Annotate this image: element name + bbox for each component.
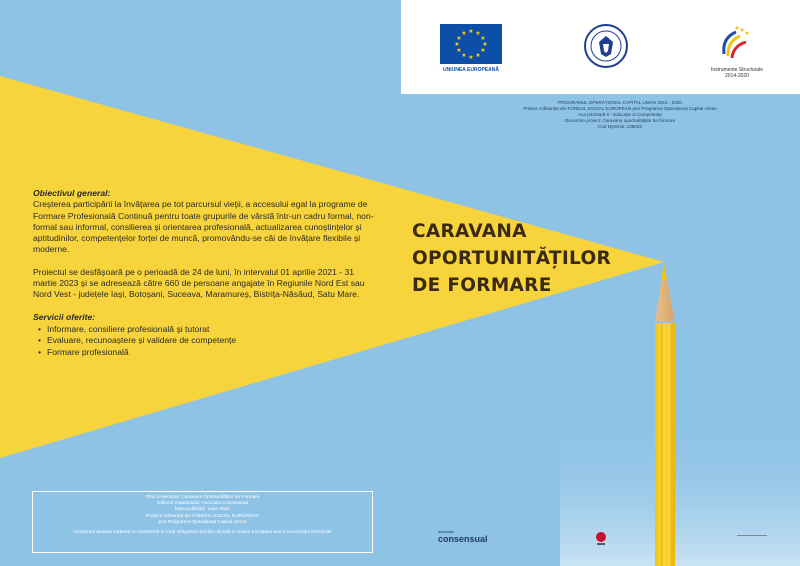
project-info-line: Denumire proiect: Caravana oportunităților de formare — [564, 118, 676, 123]
government-seal-icon — [584, 24, 628, 68]
footer-line: prin Programul Operațional Capital Uman — [158, 519, 247, 525]
title-line2: OPORTUNITĂȚILOR — [412, 248, 612, 269]
svg-text:★: ★ — [468, 54, 474, 61]
svg-text:★: ★ — [475, 52, 481, 59]
footer-disclaimer: Conținutul acestui material nu reprezintă în mod obligatoriu poziția oficială a Uniunii Europene sau a Guvernului României — [73, 530, 332, 536]
services-heading: Servicii oferite: — [33, 311, 96, 322]
svg-text:★: ★ — [461, 52, 467, 59]
service-item: • Formare profesională — [47, 347, 378, 358]
main-title — [412, 218, 662, 299]
svg-text:★: ★ — [475, 30, 481, 37]
project-info-line: Proiect cofinanțat din FONDUL SOCIAL EUROPEAN prin Programul Operațional Capital Uman — [523, 106, 717, 111]
partner-logo-icon — [594, 531, 608, 547]
consensual-logo — [438, 530, 488, 544]
footer-line: Editorul materialului: Asociatia Consensual — [157, 501, 248, 507]
service-item: • Evaluare, recunoaștere și validare de competențe — [47, 335, 378, 346]
logo-strip — [401, 0, 800, 94]
svg-text:★: ★ — [482, 41, 488, 48]
partner-logo-right-icon — [737, 535, 767, 546]
eu-label: UNIUNEA EUROPEANĂ — [443, 67, 499, 73]
project-info-block — [470, 100, 770, 130]
footer-line: Titlul proiectului: Caravana Oportunităților de Formare — [145, 495, 260, 500]
footer-line: Proiect cofinanțat din FONDUL SOCIAL EUROPEAN — [146, 513, 259, 519]
consensual-small-text: asociația — [438, 529, 454, 534]
svg-text:★: ★ — [454, 41, 460, 48]
services-list — [33, 324, 378, 358]
eu-flag-icon — [440, 24, 502, 64]
is-label-line1: Instrumente Structurale — [711, 67, 763, 73]
svg-text:★: ★ — [468, 28, 474, 35]
project-info-line: PROGRAMUL OPERAȚIONAL CAPITAL UMAN 2014 - 2020 — [558, 100, 682, 105]
svg-text:★: ★ — [456, 35, 462, 42]
project-info-line: Axa prioritară 6 - Educație și Competențe — [577, 112, 662, 117]
footer-line: Data publicării: iunie 2021 — [174, 507, 231, 513]
is-label-line2: 2014-2020 — [725, 73, 749, 79]
objective-text: Creșterea participării la învățarea pe tot parcursul vieții, a accesului egal la programe de Formare Profesională Continuă pentru toate grupurile de vârstă într-un cadru formal, non-formal sau informal, consilierea și orientarea profesională, actualizarea cunoștințelor și aptitudinilor, competențelor forței de muncă, promovându-se căi de învățare flexibile și moderne. — [33, 199, 374, 255]
footer-info-box — [32, 491, 373, 553]
project-info-line: Cod MySmis: 135022 — [598, 124, 642, 129]
title-line1: CARAVANA — [412, 221, 527, 242]
svg-text:★: ★ — [456, 47, 462, 54]
structural-instruments-logo-icon — [718, 24, 754, 64]
consensual-word: consensual — [438, 534, 488, 544]
svg-text:★: ★ — [480, 47, 486, 54]
service-item: • Informare, consiliere profesională și tutorat — [47, 324, 378, 335]
objective-heading: Obiectivul general: — [33, 188, 111, 198]
structural-instruments-label — [691, 67, 783, 79]
description-text — [33, 188, 378, 358]
svg-text:★: ★ — [480, 35, 486, 42]
project-paragraph: Proiectul se desfășoară pe o perioadă de 24 de luni, în intervalul 01 aprilie 2021 - 31 martie 2023 și se adresează către 660 de persoane angajate în Regiunile Nord Est sau Nord Vest - județele Iași, Botoșani, Suceava, Maramureș, Bistrița-Năsăud, Satu Mare. — [33, 266, 365, 300]
svg-text:★: ★ — [461, 30, 467, 37]
pencil-illustration — [655, 264, 675, 566]
title-line3: DE FORMARE — [412, 275, 552, 296]
